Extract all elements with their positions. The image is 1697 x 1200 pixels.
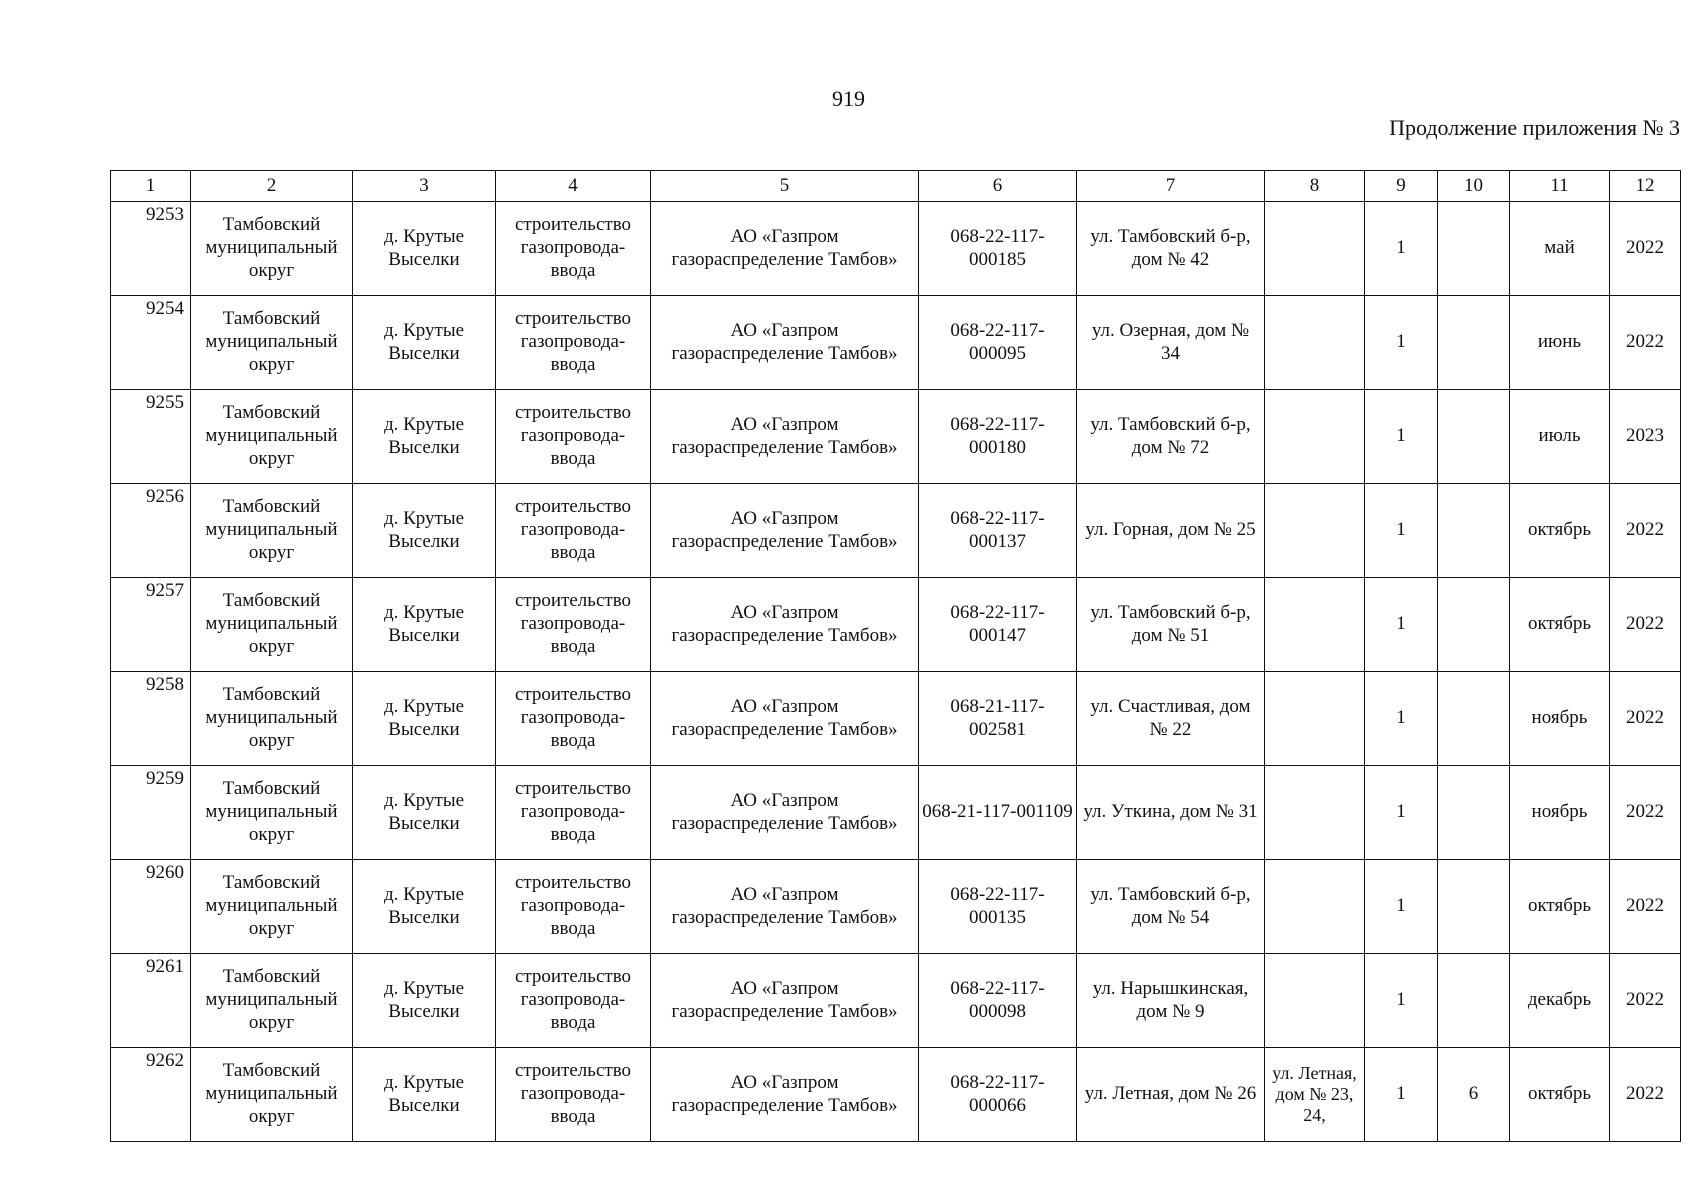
work-type-cell: строительство газопровода-ввода [496, 296, 651, 390]
year-cell: 2022 [1610, 1048, 1681, 1142]
year-cell: 2022 [1610, 484, 1681, 578]
table-row [111, 578, 1681, 672]
organization-cell: АО «Газпром газораспределение Тамбов» [651, 202, 919, 296]
address-cell: ул. Тамбовский б-р, дом № 42 [1077, 202, 1265, 296]
row-number-cell: 9258 [111, 672, 191, 766]
organization-cell: АО «Газпром газораспределение Тамбов» [651, 766, 919, 860]
column-header-1: 1 [111, 171, 191, 202]
row-number-cell: 9261 [111, 954, 191, 1048]
table-body [111, 202, 1681, 1142]
object-code-cell: 068-22-117-000137 [919, 484, 1077, 578]
column-10-cell [1438, 202, 1510, 296]
month-cell: октябрь [1510, 484, 1610, 578]
district-cell: Тамбовский муниципальный округ [191, 484, 353, 578]
table-row [111, 672, 1681, 766]
additional-address-cell [1265, 766, 1365, 860]
column-10-cell [1438, 484, 1510, 578]
year-cell: 2023 [1610, 390, 1681, 484]
quantity-cell: 1 [1365, 672, 1438, 766]
column-header-10: 10 [1438, 171, 1510, 202]
locality-cell: д. Крутые Выселки [353, 1048, 496, 1142]
address-cell: ул. Счастливая, дом № 22 [1077, 672, 1265, 766]
column-10-cell [1438, 672, 1510, 766]
registry-table [110, 170, 1681, 1142]
year-cell: 2022 [1610, 766, 1681, 860]
organization-cell: АО «Газпром газораспределение Тамбов» [651, 1048, 919, 1142]
quantity-cell: 1 [1365, 484, 1438, 578]
year-cell: 2022 [1610, 860, 1681, 954]
object-code-cell: 068-22-117-000180 [919, 390, 1077, 484]
quantity-cell: 1 [1365, 296, 1438, 390]
column-10-cell [1438, 296, 1510, 390]
month-cell: декабрь [1510, 954, 1610, 1048]
object-code-cell: 068-22-117-000095 [919, 296, 1077, 390]
table-header [111, 171, 1681, 202]
quantity-cell: 1 [1365, 1048, 1438, 1142]
row-number-cell: 9255 [111, 390, 191, 484]
column-header-7: 7 [1077, 171, 1265, 202]
column-10-cell: 6 [1438, 1048, 1510, 1142]
quantity-cell: 1 [1365, 578, 1438, 672]
address-cell: ул. Тамбовский б-р, дом № 51 [1077, 578, 1265, 672]
quantity-cell: 1 [1365, 954, 1438, 1048]
object-code-cell: 068-21-117-002581 [919, 672, 1077, 766]
year-cell: 2022 [1610, 672, 1681, 766]
work-type-cell: строительство газопровода-ввода [496, 766, 651, 860]
table-row [111, 484, 1681, 578]
address-cell: ул. Озерная, дом № 34 [1077, 296, 1265, 390]
address-cell: ул. Нарышкинская, дом № 9 [1077, 954, 1265, 1048]
district-cell: Тамбовский муниципальный округ [191, 578, 353, 672]
object-code-cell: 068-22-117-000147 [919, 578, 1077, 672]
column-numbers-row [111, 171, 1681, 202]
district-cell: Тамбовский муниципальный округ [191, 1048, 353, 1142]
object-code-cell: 068-22-117-000135 [919, 860, 1077, 954]
district-cell: Тамбовский муниципальный округ [191, 296, 353, 390]
work-type-cell: строительство газопровода-ввода [496, 954, 651, 1048]
organization-cell: АО «Газпром газораспределение Тамбов» [651, 578, 919, 672]
work-type-cell: строительство газопровода-ввода [496, 484, 651, 578]
quantity-cell: 1 [1365, 202, 1438, 296]
additional-address-cell [1265, 390, 1365, 484]
table-row [111, 1048, 1681, 1142]
work-type-cell: строительство газопровода-ввода [496, 390, 651, 484]
column-header-6: 6 [919, 171, 1077, 202]
work-type-cell: строительство газопровода-ввода [496, 860, 651, 954]
row-number-cell: 9262 [111, 1048, 191, 1142]
locality-cell: д. Крутые Выселки [353, 484, 496, 578]
district-cell: Тамбовский муниципальный округ [191, 860, 353, 954]
organization-cell: АО «Газпром газораспределение Тамбов» [651, 484, 919, 578]
district-cell: Тамбовский муниципальный округ [191, 390, 353, 484]
month-cell: июнь [1510, 296, 1610, 390]
month-cell: май [1510, 202, 1610, 296]
year-cell: 2022 [1610, 578, 1681, 672]
object-code-cell: 068-21-117-001109 [919, 766, 1077, 860]
column-header-9: 9 [1365, 171, 1438, 202]
column-header-4: 4 [496, 171, 651, 202]
work-type-cell: строительство газопровода-ввода [496, 672, 651, 766]
month-cell: октябрь [1510, 578, 1610, 672]
quantity-cell: 1 [1365, 390, 1438, 484]
table-row [111, 296, 1681, 390]
additional-address-cell [1265, 672, 1365, 766]
address-cell: ул. Тамбовский б-р, дом № 54 [1077, 860, 1265, 954]
row-number-cell: 9256 [111, 484, 191, 578]
row-number-cell: 9253 [111, 202, 191, 296]
locality-cell: д. Крутые Выселки [353, 954, 496, 1048]
address-cell: ул. Уткина, дом № 31 [1077, 766, 1265, 860]
object-code-cell: 068-22-117-000098 [919, 954, 1077, 1048]
additional-address-cell [1265, 296, 1365, 390]
year-cell: 2022 [1610, 954, 1681, 1048]
year-cell: 2022 [1610, 202, 1681, 296]
district-cell: Тамбовский муниципальный округ [191, 954, 353, 1048]
additional-address-cell [1265, 202, 1365, 296]
column-header-8: 8 [1265, 171, 1365, 202]
work-type-cell: строительство газопровода-ввода [496, 578, 651, 672]
column-header-5: 5 [651, 171, 919, 202]
column-10-cell [1438, 954, 1510, 1048]
additional-address-cell [1265, 578, 1365, 672]
table-row [111, 390, 1681, 484]
locality-cell: д. Крутые Выселки [353, 390, 496, 484]
table-row [111, 860, 1681, 954]
organization-cell: АО «Газпром газораспределение Тамбов» [651, 860, 919, 954]
year-cell: 2022 [1610, 296, 1681, 390]
table-row [111, 954, 1681, 1048]
row-number-cell: 9259 [111, 766, 191, 860]
additional-address-cell: ул. Летная, дом № 23, 24, [1265, 1048, 1365, 1142]
column-10-cell [1438, 390, 1510, 484]
organization-cell: АО «Газпром газораспределение Тамбов» [651, 672, 919, 766]
row-number-cell: 9257 [111, 578, 191, 672]
month-cell: июль [1510, 390, 1610, 484]
column-10-cell [1438, 578, 1510, 672]
district-cell: Тамбовский муниципальный округ [191, 766, 353, 860]
locality-cell: д. Крутые Выселки [353, 202, 496, 296]
column-header-12: 12 [1610, 171, 1681, 202]
quantity-cell: 1 [1365, 860, 1438, 954]
district-cell: Тамбовский муниципальный округ [191, 202, 353, 296]
month-cell: октябрь [1510, 860, 1610, 954]
object-code-cell: 068-22-117-000066 [919, 1048, 1077, 1142]
locality-cell: д. Крутые Выселки [353, 296, 496, 390]
address-cell: ул. Летная, дом № 26 [1077, 1048, 1265, 1142]
locality-cell: д. Крутые Выселки [353, 860, 496, 954]
column-header-2: 2 [191, 171, 353, 202]
organization-cell: АО «Газпром газораспределение Тамбов» [651, 954, 919, 1048]
month-cell: октябрь [1510, 1048, 1610, 1142]
additional-address-cell [1265, 484, 1365, 578]
column-header-11: 11 [1510, 171, 1610, 202]
address-cell: ул. Тамбовский б-р, дом № 72 [1077, 390, 1265, 484]
column-header-3: 3 [353, 171, 496, 202]
table-row [111, 766, 1681, 860]
district-cell: Тамбовский муниципальный округ [191, 672, 353, 766]
work-type-cell: строительство газопровода-ввода [496, 1048, 651, 1142]
month-cell: ноябрь [1510, 766, 1610, 860]
organization-cell: АО «Газпром газораспределение Тамбов» [651, 296, 919, 390]
column-10-cell [1438, 766, 1510, 860]
month-cell: ноябрь [1510, 672, 1610, 766]
additional-address-cell [1265, 860, 1365, 954]
work-type-cell: строительство газопровода-ввода [496, 202, 651, 296]
locality-cell: д. Крутые Выселки [353, 766, 496, 860]
table-row [111, 202, 1681, 296]
column-10-cell [1438, 860, 1510, 954]
locality-cell: д. Крутые Выселки [353, 578, 496, 672]
row-number-cell: 9260 [111, 860, 191, 954]
quantity-cell: 1 [1365, 766, 1438, 860]
page-number: 919 [832, 86, 865, 111]
organization-cell: АО «Газпром газораспределение Тамбов» [651, 390, 919, 484]
address-cell: ул. Горная, дом № 25 [1077, 484, 1265, 578]
locality-cell: д. Крутые Выселки [353, 672, 496, 766]
appendix-continuation-label: Продолжение приложения № 3 [1389, 115, 1680, 140]
additional-address-cell [1265, 954, 1365, 1048]
row-number-cell: 9254 [111, 296, 191, 390]
object-code-cell: 068-22-117-000185 [919, 202, 1077, 296]
